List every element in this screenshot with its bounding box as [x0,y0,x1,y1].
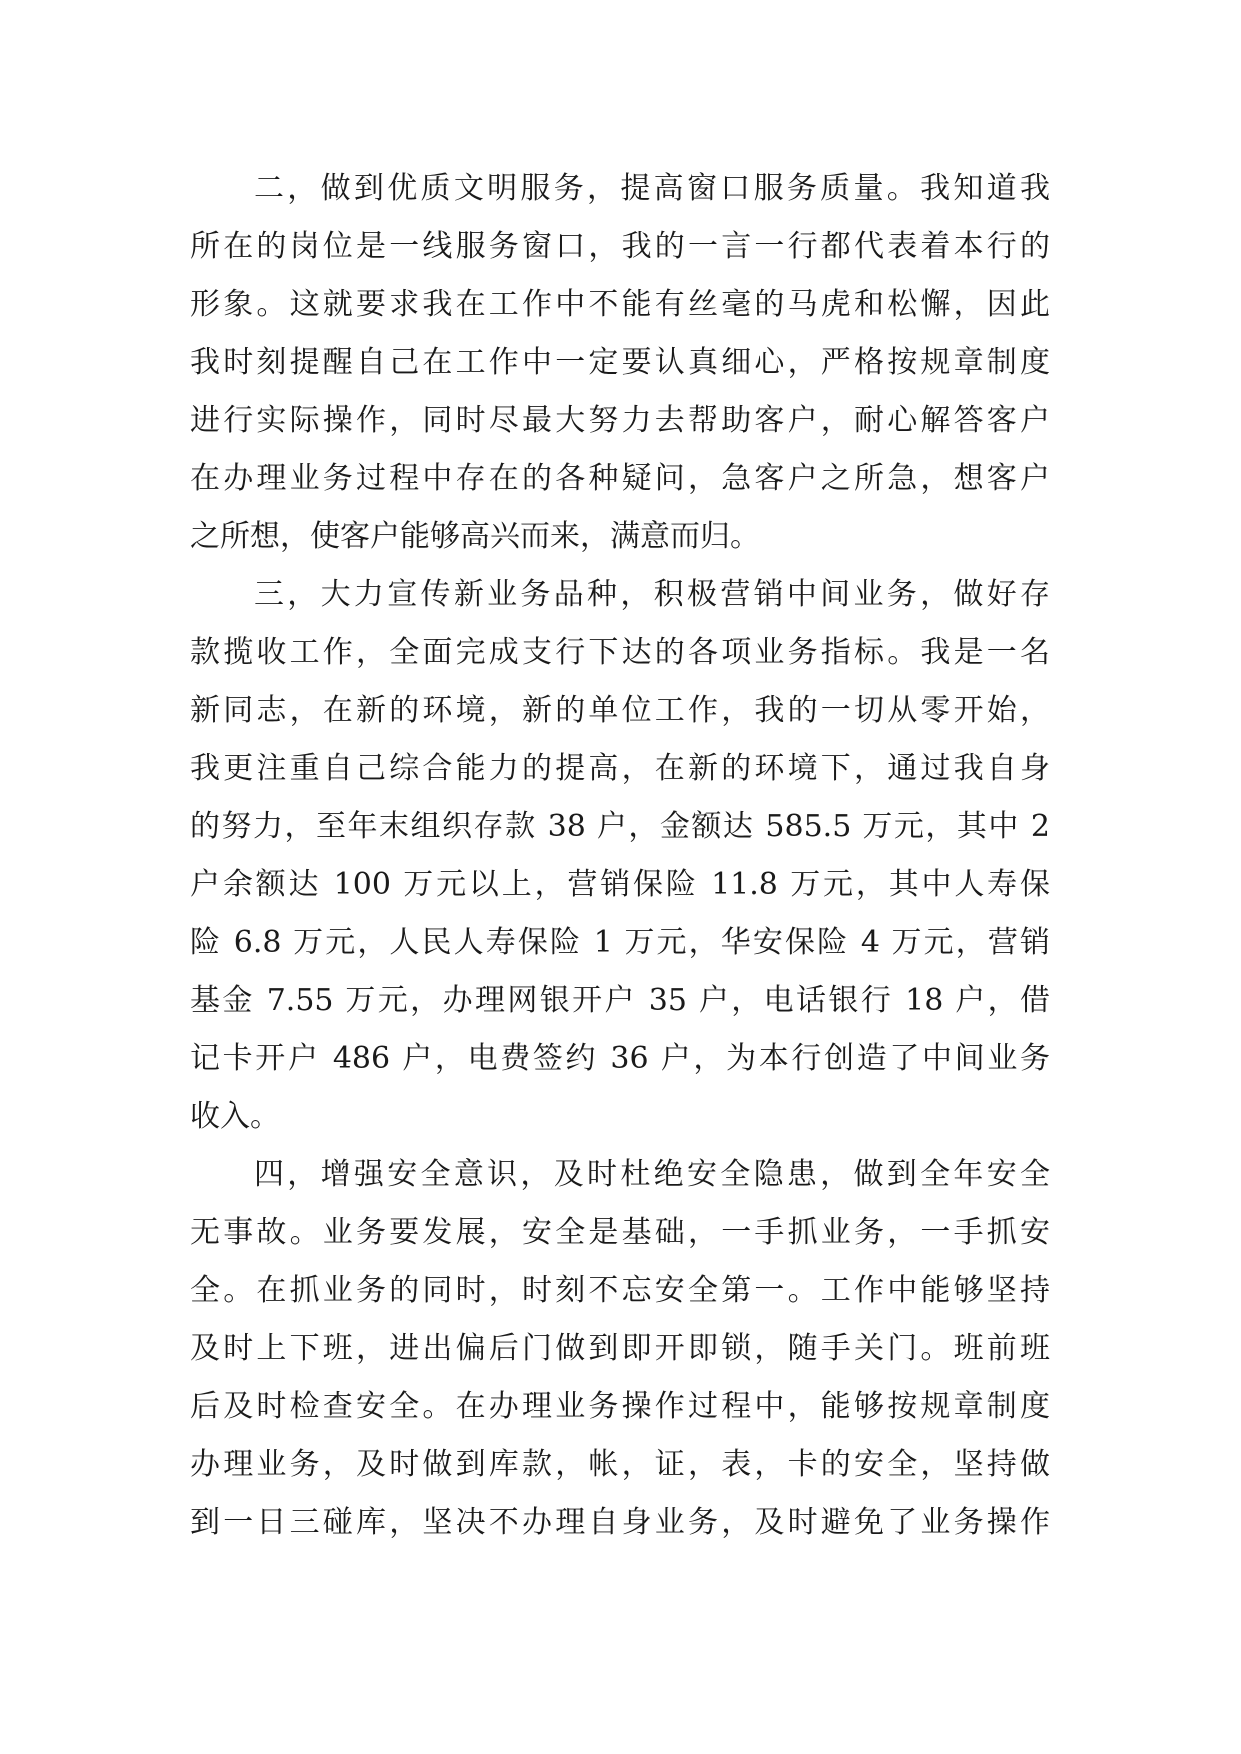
paragraph-3 [190,566,1050,1146]
text-line: 二，做到优质文明服务，提高窗口服务质量。我知道我 [254,171,1050,206]
text-line: 险 6.8 万元，人民人寿保险 1 万元，华安保险 4 万元，营销 [190,925,1050,960]
text-line: 的努力，至年末组织存款 38 户，金额达 585.5 万元，其中 2 [190,809,1050,844]
text-line: 收入。 [190,1099,280,1134]
text-line: 全。在抓业务的同时，时刻不忘安全第一。工作中能够坚持 [190,1273,1050,1308]
text-line: 后及时检查安全。在办理业务操作过程中，能够按规章制度 [190,1389,1050,1424]
text-line: 到一日三碰库，坚决不办理自身业务，及时避免了业务操作 [190,1505,1050,1540]
text-line: 无事故。业务要发展，安全是基础，一手抓业务，一手抓安 [190,1215,1050,1250]
text-line: 办理业务，及时做到库款，帐，证，表，卡的安全，坚持做 [190,1447,1050,1482]
text-line: 三，大力宣传新业务品种，积极营销中间业务，做好存 [254,577,1050,612]
document-body [190,160,1050,1552]
text-line: 户余额达 100 万元以上，营销保险 11.8 万元，其中人寿保 [190,867,1050,902]
text-line: 我时刻提醒自己在工作中一定要认真细心，严格按规章制度 [190,345,1050,380]
text-line: 我更注重自己综合能力的提高，在新的环境下，通过我自身 [190,751,1050,786]
paragraph-2 [190,160,1050,566]
text-line: 四，增强安全意识，及时杜绝安全隐患，做到全年安全 [254,1157,1050,1192]
text-line: 在办理业务过程中存在的各种疑问，急客户之所急，想客户 [190,461,1050,496]
text-line: 所在的岗位是一线服务窗口，我的一言一行都代表着本行的 [190,229,1050,264]
text-line: 之所想，使客户能够高兴而来，满意而归。 [190,519,760,554]
text-line: 记卡开户 486 户，电费签约 36 户，为本行创造了中间业务 [190,1041,1050,1076]
text-line: 基金 7.55 万元，办理网银开户 35 户，电话银行 18 户，借 [190,983,1050,1018]
text-line: 形象。这就要求我在工作中不能有丝毫的马虎和松懈，因此 [190,287,1050,322]
text-line: 款揽收工作，全面完成支行下达的各项业务指标。我是一名 [190,635,1050,670]
paragraph-4 [190,1146,1050,1552]
text-line: 进行实际操作，同时尽最大努力去帮助客户，耐心解答客户 [190,403,1050,438]
text-line: 及时上下班，进出偏后门做到即开即锁，随手关门。班前班 [190,1331,1050,1366]
text-line: 新同志，在新的环境，新的单位工作，我的一切从零开始， [190,693,1050,728]
